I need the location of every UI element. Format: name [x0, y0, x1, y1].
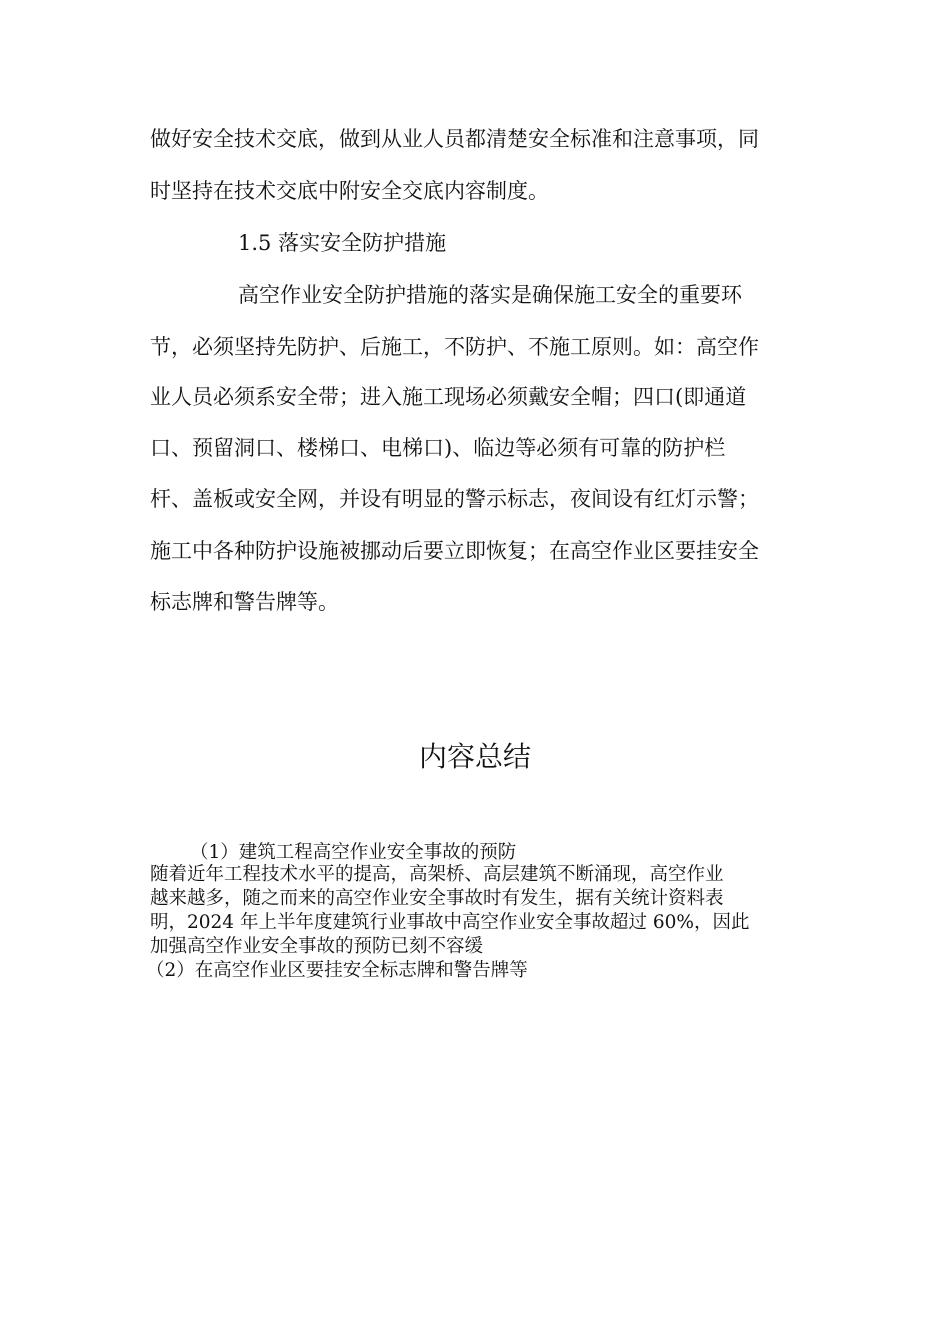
- paragraph-line: 标志牌和警告牌等。: [150, 590, 339, 614]
- summary-title: 内容总结: [418, 740, 531, 773]
- paragraph-line: 业人员必须系安全带；进入施工现场必须戴安全帽；四口(即通道: [150, 385, 747, 409]
- summary-line: 随着近年工程技术水平的提高，高架桥、高层建筑不断涌现，高空作业: [150, 864, 724, 885]
- paragraph-line: 杆、盖板或安全网，并设有明显的警示标志，夜间设有红灯示警；: [150, 487, 759, 511]
- summary-line: 越来越多，随之而来的高空作业安全事故时有发生，据有关统计资料表: [150, 888, 724, 909]
- paragraph-line: 节，必须坚持先防护、后施工，不防护、不施工原则。如：高空作: [150, 335, 759, 359]
- summary-item: （2）在高空作业区要挂安全标志牌和警告牌等: [146, 960, 528, 981]
- paragraph-line: 施工中各种防护设施被挪动后要立即恢复；在高空作业区要挂安全: [150, 539, 759, 563]
- summary-line: 明，2024 年上半年度建筑行业事故中高空作业安全事故超过 60%，因此: [150, 912, 750, 933]
- paragraph-line: 时坚持在技术交底中附安全交底内容制度。: [150, 179, 549, 203]
- summary-line: 加强高空作业安全事故的预防已刻不容缓: [150, 936, 484, 957]
- summary-item-heading: （1）建筑工程高空作业安全事故的预防: [190, 842, 517, 863]
- paragraph-line: 做好安全技术交底，做到从业人员都清楚安全标准和注意事项，同: [150, 127, 759, 151]
- paragraph-line: 口、预留洞口、楼梯口、电梯口)、临边等必须有可靠的防护栏: [150, 436, 726, 460]
- paragraph-line: 高空作业安全防护措施的落实是确保施工安全的重要环: [238, 283, 742, 307]
- section-heading: 1.5 落实安全防护措施: [238, 231, 447, 255]
